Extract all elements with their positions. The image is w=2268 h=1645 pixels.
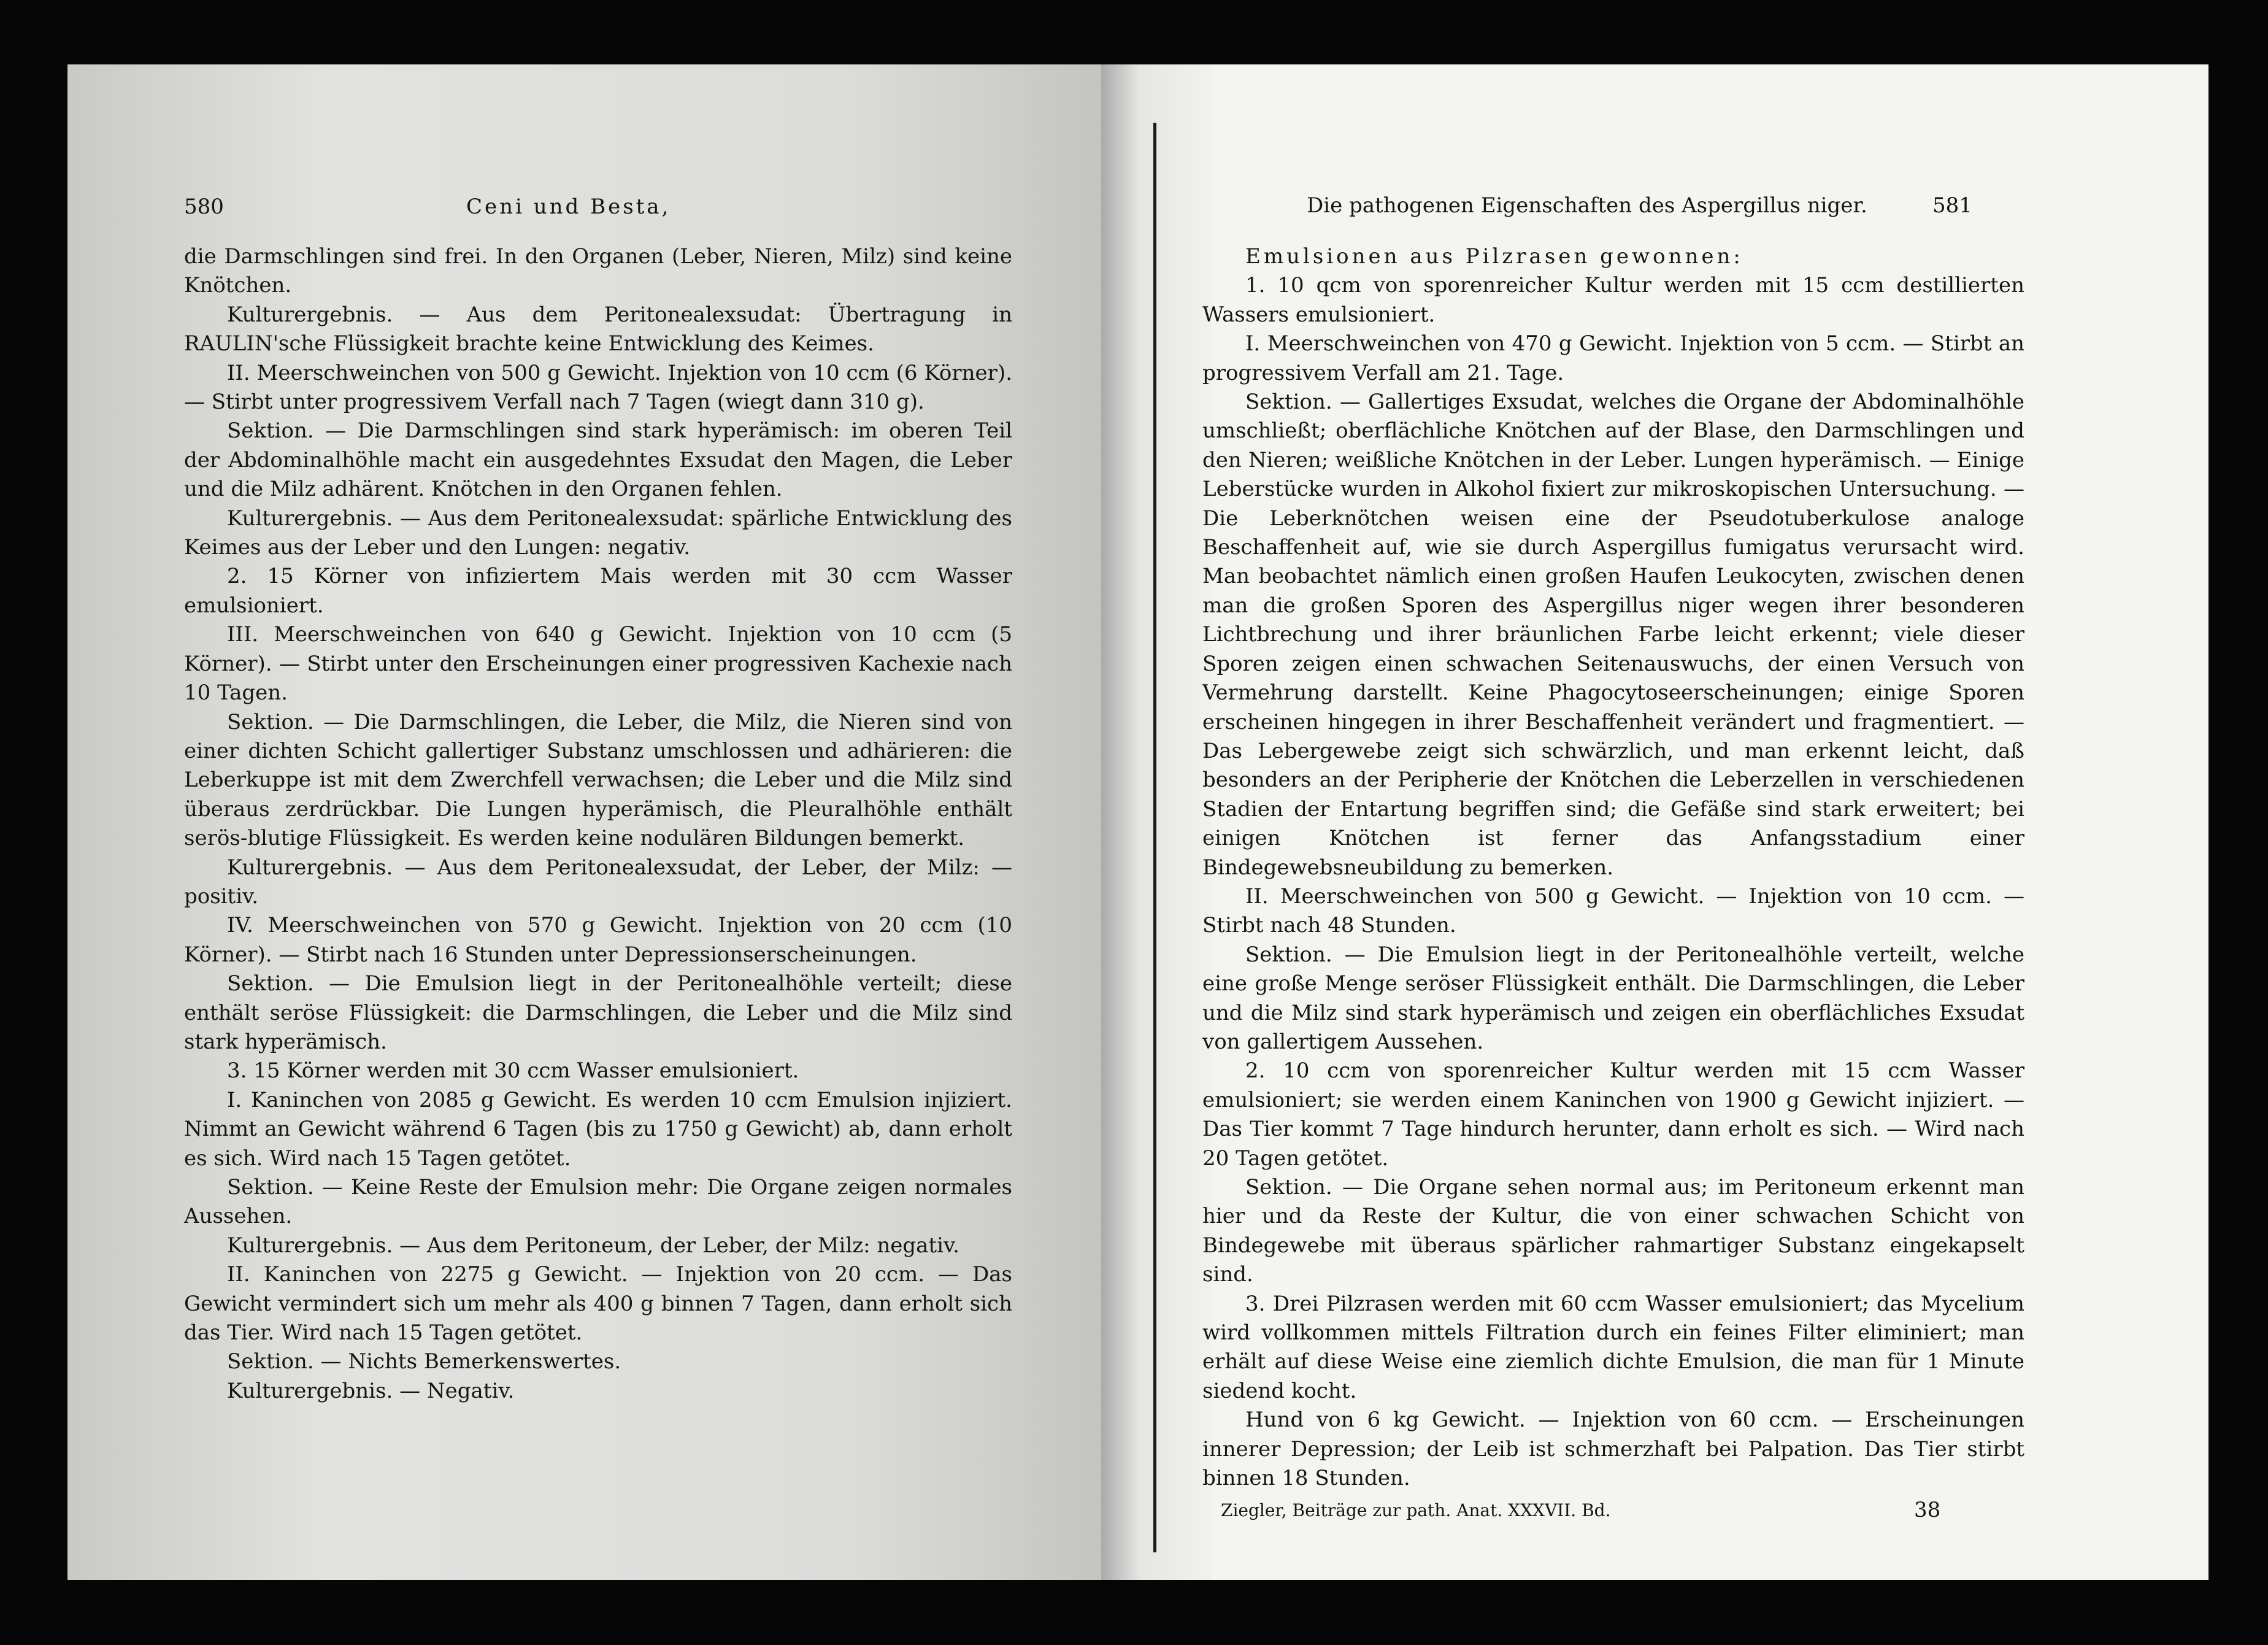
- paragraph: II. Meerschweinchen von 500 g Gewicht. Injektion von 10 ccm (6 Körner). — Stirbt unter progressivem Verfall nach 7 Tagen (wiegt dann 310 g).: [184, 360, 1012, 415]
- paragraph: II. Meerschweinchen von 500 g Gewicht. — Injektion von 10 ccm. — Stirbt nach 48 Stunden.: [1202, 884, 2024, 938]
- paragraph: Sektion. — Die Darmschlingen sind stark hyperämisch: im oberen Teil der Abdominalhöhle macht ein ausgedehntes Exsudat den Magen, die Leber und die Milz adhärent. Knötchen in den Organen fehlen.: [184, 418, 1012, 502]
- left-running-head: Ceni und Besta,: [466, 195, 671, 219]
- paragraph: I. Kaninchen von 2085 g Gewicht. Es werden 10 ccm Emulsion injiziert. Nimmt an Gewicht während 6 Tagen (bis zu 1750 g Gewicht) ab, dann erholt es sich. Wird nach 15 Tagen getötet.: [184, 1087, 1012, 1171]
- gutter-fold-line: [1153, 123, 1156, 1552]
- signature-mark: 38: [1914, 1498, 1941, 1522]
- paragraph: Hund von 6 kg Gewicht. — Injektion von 60 ccm. — Erscheinungen innerer Depression; der Leib ist schmerzhaft bei Palpation. Das Tier stirbt binnen 18 Stunden.: [1202, 1408, 2024, 1491]
- journal-reference: Ziegler, Beiträge zur path. Anat. XXXVII. Bd.: [1221, 1500, 1611, 1520]
- paragraph: Kulturergebnis. — Aus dem Peritonealexsudat: spärliche Entwicklung des Keimes aus der Leber und den Lungen: negativ.: [184, 506, 1012, 560]
- paragraph: Kulturergebnis. — Negativ.: [227, 1378, 515, 1403]
- right-page-body: [1202, 242, 2024, 1493]
- paragraph: 2. 10 ccm von sporenreicher Kultur werden mit 15 ccm Wasser emulsioniert; sie werden einem Kaninchen von 1900 g Gewicht injiziert. — Das Tier kommt 7 Tage hindurch herunter, dann erholt es sich. — Wird nach 20 Tagen getötet.: [1202, 1058, 2024, 1171]
- page-footer: [1221, 1500, 2018, 1520]
- paragraph: 1. 10 qcm von sporenreicher Kultur werden mit 15 ccm destillierten Wassers emulsioniert.: [1202, 273, 2024, 327]
- paragraph: Kulturergebnis. — Aus dem Peritoneum, der Leber, der Milz: negativ.: [227, 1233, 959, 1258]
- right-running-head: Die pathogenen Eigenschaften des Aspergillus niger.: [1307, 193, 1867, 218]
- paragraph: Sektion. — Nichts Bemerkenswertes.: [227, 1349, 621, 1374]
- paragraph: Sektion. — Die Emulsion liegt in der Peritonealhöhle verteilt, welche eine große Menge seröser Flüssigkeit enthält. Die Darmschlingen, die Leber und die Milz sind stark hyperämisch und zeigen ein oberflächliches Exsudat von gallertigem Aussehen.: [1202, 942, 2024, 1054]
- paragraph: III. Meerschweinchen von 640 g Gewicht. Injektion von 10 ccm (5 Körner). — Stirbt unter den Erscheinungen einer progressiven Kachexie nach 10 Tagen.: [184, 622, 1012, 706]
- left-page-body: [184, 242, 1012, 1406]
- paragraph: Kulturergebnis. — Aus dem Peritonealexsudat, der Leber, der Milz: — positiv.: [184, 855, 1012, 909]
- left-page-number: 580: [184, 195, 224, 219]
- book-spread: [67, 64, 2208, 1580]
- paragraph: Sektion. — Die Darmschlingen, die Leber, die Milz, die Nieren sind von einer dichten Schicht gallertiger Substanz umschlossen und adhärieren: die Leberkuppe ist mit dem Zwerchfell verwachsen; die Leber und die Milz sind überaus zerdrückbar. Die Lungen hyperämisch, die Pleuralhöhle enthält serös-blutige Flüssigkeit. Es werden keine nodulären Bildungen bemerkt.: [184, 709, 1012, 851]
- right-page-number: 581: [1932, 193, 1972, 218]
- section-heading: Emulsionen aus Pilzrasen gewonnen:: [1245, 244, 1743, 269]
- paragraph: Kulturergebnis. — Aus dem Peritonealexsudat: Übertragung in RAULIN'sche Flüssigkeit brachte keine Entwicklung des Keimes.: [184, 302, 1012, 356]
- paragraph: Sektion. — Keine Reste der Emulsion mehr: Die Organe zeigen normales Aussehen.: [184, 1175, 1012, 1229]
- paragraph: II. Kaninchen von 2275 g Gewicht. — Injektion von 20 ccm. — Das Gewicht vermindert sich um mehr als 400 g binnen 7 Tagen, dann erholt sich das Tier. Wird nach 15 Tagen getötet.: [184, 1262, 1012, 1346]
- paragraph: I. Meerschweinchen von 470 g Gewicht. Injektion von 5 ccm. — Stirbt an progressivem Verfall am 21. Tage.: [1202, 331, 2024, 385]
- paragraph: Sektion. — Die Organe sehen normal aus; im Peritoneum erkennt man hier und da Reste der Kultur, die von einer schwachen Schicht von Bindegewebe mit überaus spärlicher rahmartiger Substanz eingekapselt sind.: [1202, 1175, 2024, 1287]
- book-gutter: [1101, 64, 1212, 1580]
- paragraph: Sektion. — Die Emulsion liegt in der Peritonealhöhle verteilt; diese enthält seröse Flüssigkeit: die Darmschlingen, die Leber und die Milz sind stark hyperämisch.: [184, 971, 1012, 1054]
- paragraph: 3. Drei Pilzrasen werden mit 60 ccm Wasser emulsioniert; das Mycelium wird vollkommen mittels Filtration durch ein feines Filter eliminiert; man erhält auf diese Weise eine ziemlich dichte Emulsion, die man für 1 Minute siedend kocht.: [1202, 1291, 2024, 1403]
- paragraph: 3. 15 Körner werden mit 30 ccm Wasser emulsioniert.: [227, 1058, 799, 1084]
- paragraph: 2. 15 Körner von infiziertem Mais werden mit 30 ccm Wasser emulsioniert.: [184, 564, 1012, 618]
- paragraph: die Darmschlingen sind frei. In den Organen (Leber, Nieren, Milz) sind keine Knötchen.: [184, 244, 1012, 298]
- paragraph: Sektion. — Gallertiges Exsudat, welches die Organe der Abdominalhöhle umschließt; oberflächliche Knötchen auf der Blase, den Darmschlingen und den Nieren; weißliche Knötchen in der Leber. Lungen hyperämisch. — Einige Leberstücke wurden in Alkohol fixiert zur mikroskopischen Untersuchung. — Die Leberknötchen weisen eine der Pseudotuberkulose analoge Beschaffenheit auf, wie sie durch Aspergillus fumigatus verursacht wird. Man beobachtet nämlich einen großen Haufen Leukocyten, zwischen denen man die großen Sporen des Aspergillus niger wegen ihrer besonderen Lichtbrechung und ihrer bräunlichen Farbe leicht erkennt; viele dieser Sporen zeigen einen schwachen Seitenauswuchs, der einen Versuch von Vermehrung darstellt. Keine Phagocytoseerscheinungen; einige Sporen erscheinen hingegen in ihrer Beschaffenheit verändert und fragmentiert. — Das Lebergewebe zeigt sich schwärzlich, und man erkennt leicht, daß besonders an der Peripherie der Knötchen die Leberzellen in verschiedenen Stadien der Entartung begriffen sind; die Gefäße sind stark erweitert; bei einigen Knötchen ist ferner das Anfangsstadium einer Bindegewebsneubildung zu bemerken.: [1202, 390, 2024, 880]
- paragraph: IV. Meerschweinchen von 570 g Gewicht. Injektion von 20 ccm (10 Körner). — Stirbt nach 16 Stunden unter Depressionserscheinungen.: [184, 913, 1012, 967]
